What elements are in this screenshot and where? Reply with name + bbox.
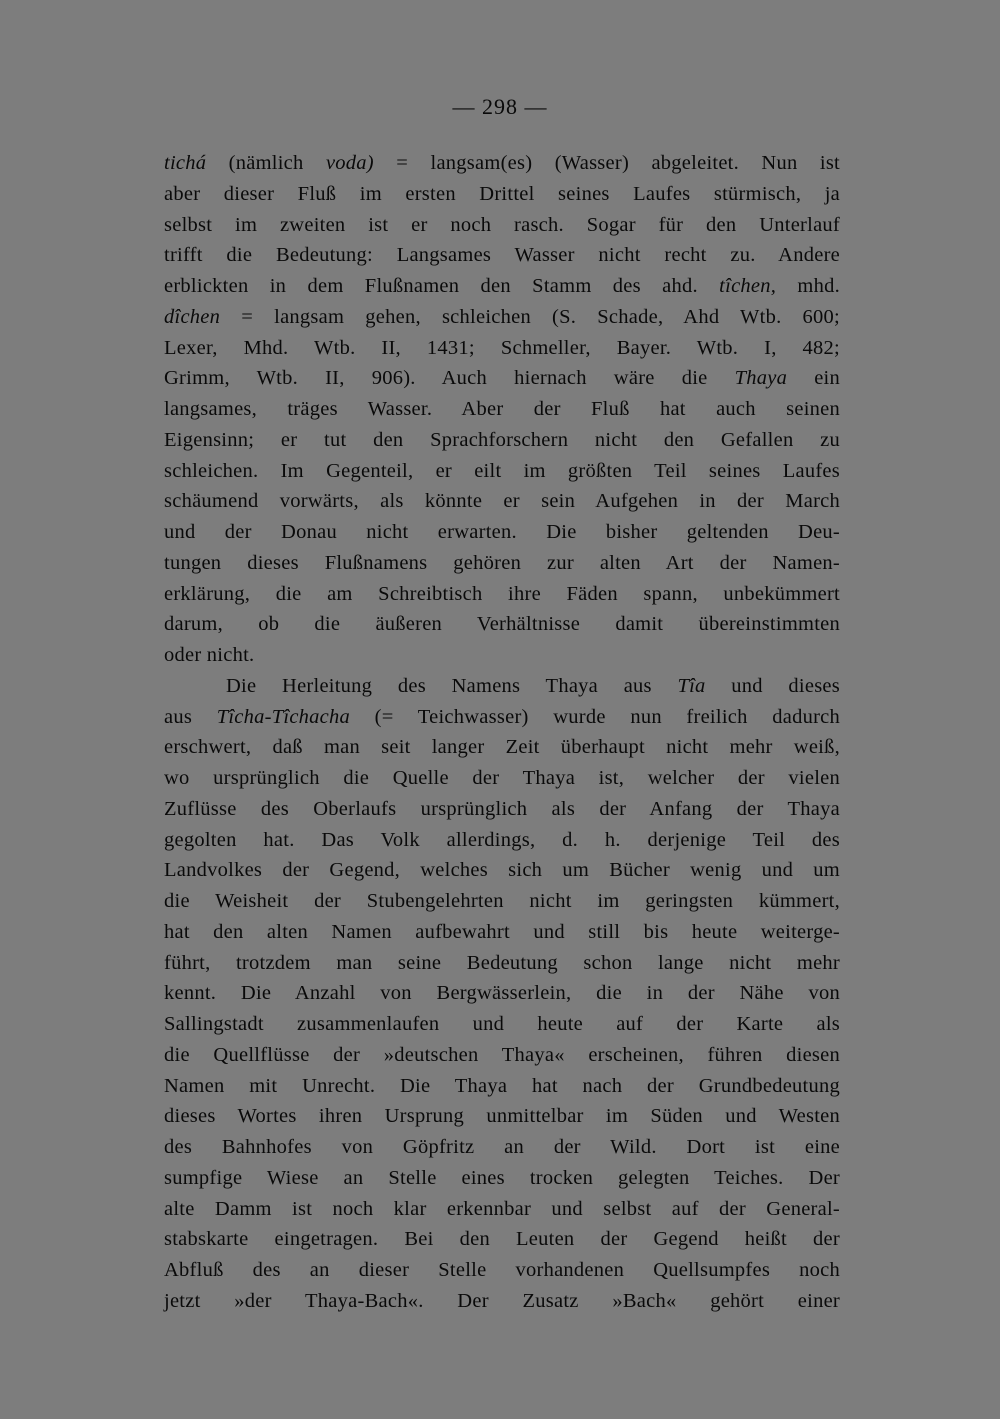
- text-segment: und der Donau nicht erwarten. Die bisher geltenden Deu-: [164, 521, 840, 543]
- text-line: [164, 671, 840, 702]
- text-segment: erblickten in dem Flußnamen den Stamm des ahd.: [164, 275, 720, 297]
- text-segment: (nämlich: [206, 152, 326, 174]
- text-line: [164, 210, 840, 241]
- text-line: [164, 394, 840, 425]
- text-segment: aus: [164, 705, 217, 728]
- text-segment: Namen mit Unrecht. Die Thaya hat nach der Grundbedeutung: [164, 1074, 840, 1097]
- text-segment: (= Teichwasser) wurde nun freilich dadurch: [350, 705, 841, 728]
- text-line: [164, 763, 840, 794]
- text-line: [164, 363, 840, 394]
- text-segment: erklärung, die am Schreibtisch ihre Fäden spann, unbekümmert: [164, 582, 840, 605]
- text-line: [164, 333, 840, 364]
- text-segment: und dieses: [705, 674, 840, 697]
- text-segment: trifft die Bedeutung: Langsames Wasser nicht recht zu. Andere: [164, 244, 840, 267]
- text-line: [164, 302, 840, 333]
- text-segment: erschwert, daß man seit langer Zeit überhaupt nicht mehr weiß,: [164, 736, 840, 759]
- text-segment: alte Damm ist noch klar erkennbar und selbst auf der General-: [164, 1197, 840, 1220]
- text-line: [164, 240, 840, 271]
- text-segment: sumpfige Wiese an Stelle eines trocken gelegten Teiches. Der: [164, 1166, 840, 1189]
- text-segment: Grimm, Wtb. II, 906). Auch hiernach wäre die: [164, 367, 735, 390]
- text-line: [164, 1132, 840, 1163]
- text-segment: wo ursprünglich die Quelle der Thaya ist, welcher der vielen: [164, 767, 840, 789]
- text-line: [164, 179, 840, 210]
- text-line: [164, 702, 840, 733]
- text-line: [164, 794, 840, 825]
- text-segment: schleichen. Im Gegenteil, er eilt im größten Teil seines Laufes: [164, 459, 840, 482]
- page-number: — 298 —: [452, 94, 548, 119]
- text-line: [164, 1071, 840, 1102]
- text-segment: Lexer, Mhd. Wtb. II, 1431; Schmeller, Bayer. Wtb. I, 482;: [164, 336, 840, 359]
- text-segment: darum, ob die äußeren Verhältnisse damit übereinstimmten: [164, 613, 840, 636]
- text-line: [164, 517, 840, 548]
- text-segment: des Bahnhofes von Göpfritz an der Wild. Dort ist eine: [164, 1136, 840, 1158]
- text-segment: ein: [787, 367, 840, 390]
- text-line: [164, 1224, 840, 1255]
- text-line: [164, 456, 840, 487]
- text-line: [164, 1163, 840, 1194]
- text-segment: stabskarte eingetragen. Bei den Leuten der Gegend heißt der: [164, 1228, 840, 1251]
- italic-term: dîchen: [164, 305, 221, 328]
- text-line: [164, 1040, 840, 1071]
- text-line: [164, 486, 840, 517]
- text-segment: dieses Wortes ihren Ursprung unmittelbar im Süden und Westen: [164, 1105, 840, 1128]
- text-line: [164, 148, 840, 179]
- text-line: [164, 1009, 840, 1040]
- text-line: [164, 978, 840, 1009]
- text-segment: Die Herleitung des Namens Thaya aus: [226, 674, 678, 697]
- text-segment: kennt. Die Anzahl von Bergwässerlein, die in der Nähe von: [164, 982, 840, 1005]
- text-line: [164, 1286, 840, 1317]
- text-segment: führt, trotzdem man seine Bedeutung schon lange nicht mehr: [164, 951, 840, 974]
- text-segment: die Weisheit der Stubengelehrten nicht im geringsten kümmert,: [164, 890, 840, 912]
- text-segment: Zuflüsse des Oberlaufs ursprünglich als der Anfang der Thaya: [164, 797, 840, 820]
- italic-term: Tîa: [677, 674, 706, 697]
- italic-term: tîchen,: [719, 275, 777, 297]
- text-line: [164, 732, 840, 763]
- text-segment: = langsam gehen, schleichen (S. Schade, Ahd Wtb. 600;: [220, 305, 840, 328]
- italic-term: voda): [325, 152, 374, 174]
- text-segment: tungen dieses Flußnamens gehören zur alten Art der Namen-: [164, 551, 840, 574]
- text-segment: aber dieser Fluß im ersten Drittel seines Laufes stürmisch, ja: [164, 182, 840, 205]
- text-line: [164, 1101, 840, 1132]
- text-line: [164, 548, 840, 579]
- text-segment: hat den alten Namen aufbewahrt und still bis heute weiterge-: [164, 920, 840, 943]
- text-segment: gegolten hat. Das Volk allerdings, d. h. derjenige Teil des: [164, 828, 840, 851]
- text-line: [164, 855, 840, 886]
- text-line: [164, 1194, 840, 1225]
- text-segment: oder nicht.: [164, 644, 255, 666]
- text-segment: Abfluß des an dieser Stelle vorhandenen Quellsumpfes noch: [164, 1259, 840, 1281]
- text-segment: Eigensinn; er tut den Sprachforschern nicht den Gefallen zu: [164, 428, 840, 451]
- italic-term: tichá: [164, 152, 207, 174]
- text-line: [164, 425, 840, 456]
- text-line: [164, 948, 840, 979]
- italic-term: Thaya: [734, 367, 788, 390]
- text-segment: mhd.: [776, 275, 840, 297]
- text-line: [164, 886, 840, 917]
- text-line: [164, 825, 840, 856]
- text-segment: selbst im zweiten ist er noch rasch. Sogar für den Unterlauf: [164, 213, 840, 236]
- text-segment: jetzt »der Thaya-Bach«. Der Zusatz »Bach« gehört einer: [164, 1289, 840, 1312]
- text-segment: die Quellflüsse der »deutschen Thaya« erscheinen, führen diesen: [164, 1043, 840, 1066]
- text-line: [164, 640, 840, 671]
- text-line: [164, 271, 840, 302]
- body-text: [164, 148, 840, 1317]
- text-line: [164, 609, 840, 640]
- text-line: [164, 917, 840, 948]
- text-segment: schäumend vorwärts, als könnte er sein Aufgehen in der March: [164, 490, 840, 513]
- text-segment: Landvolkes der Gegend, welches sich um Bücher wenig und um: [164, 859, 840, 882]
- text-line: [164, 1255, 840, 1286]
- text-segment: Sallingstadt zusammenlaufen und heute auf der Karte als: [164, 1013, 840, 1035]
- text-line: [164, 579, 840, 610]
- text-segment: = langsam(es) (Wasser) abgeleitet. Nun ist: [373, 152, 840, 174]
- italic-term: Tîcha-Tîchacha: [216, 705, 351, 728]
- text-segment: langsames, träges Wasser. Aber der Fluß hat auch seinen: [164, 398, 840, 420]
